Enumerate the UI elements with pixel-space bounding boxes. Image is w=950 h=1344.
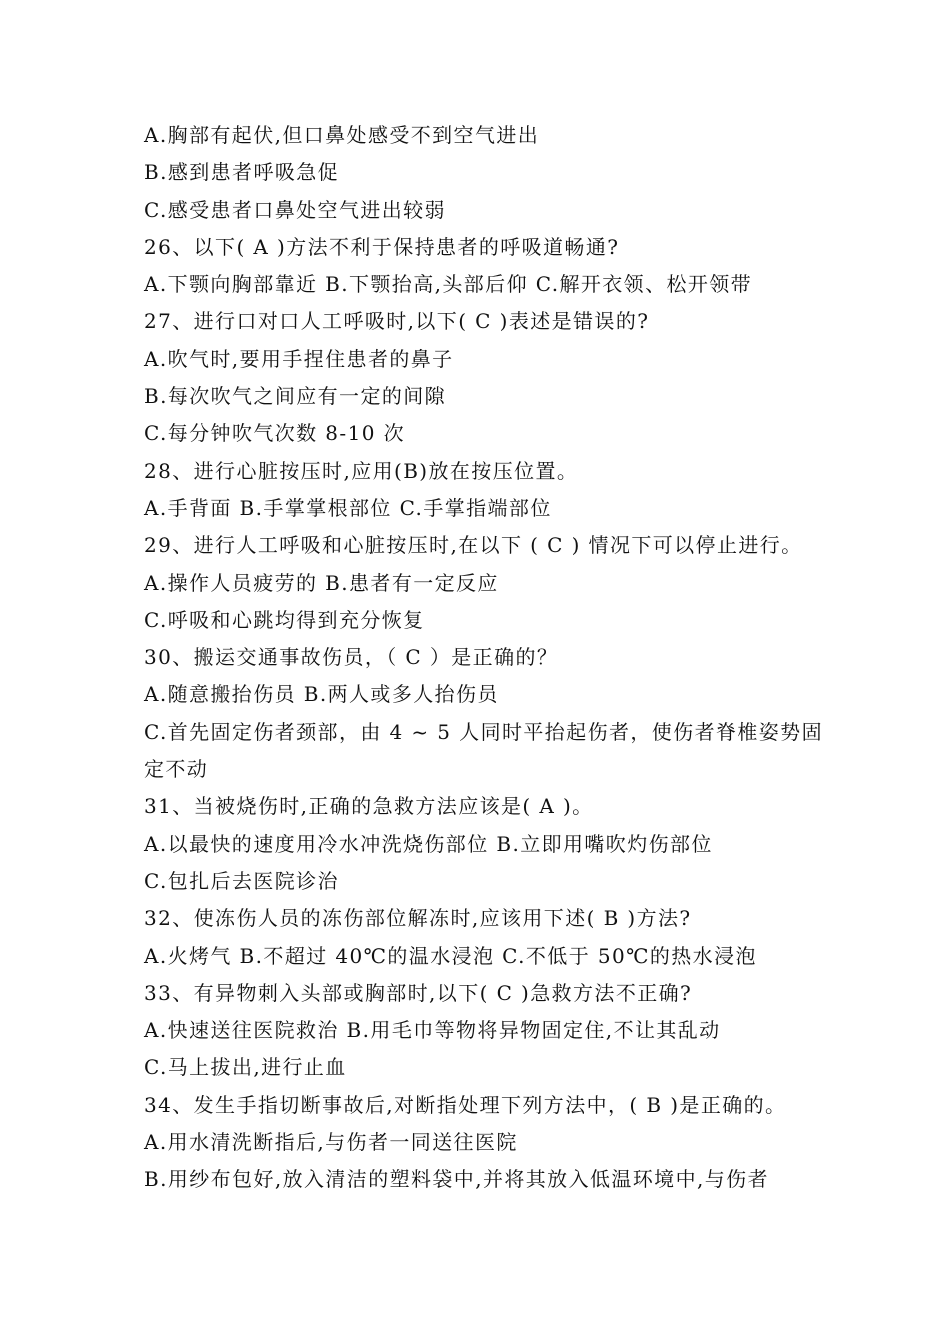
option-line: A.胸部有起伏,但口鼻处感受不到空气进出 <box>144 123 540 147</box>
question-33: 33、有异物刺入头部或胸部时,以下( C )急救方法不正确? <box>144 980 693 1005</box>
option-line: A.用水清洗断指后,与伤者一同送往医院 <box>144 1130 518 1155</box>
option-line: B.用纱布包好,放入清洁的塑料袋中,并将其放入低温环境中,与伤者 <box>144 1167 769 1192</box>
option-line: A.下颚向胸部靠近 B.下颚抬高,头部后仰 C.解开衣领、松开领带 <box>144 272 753 297</box>
question-34: 34、发生手指切断事故后,对断指处理下列方法中，( B )是正确的。 <box>144 1092 787 1117</box>
option-line: B.感到患者呼吸急促 <box>144 160 340 185</box>
option-line: A.快速送往医院救治 B.用毛巾等物将异物固定住,不让其乱动 <box>144 1018 721 1043</box>
option-line: C.马上拔出,进行止血 <box>144 1055 347 1080</box>
question-26: 26、以下( A )方法不利于保持患者的呼吸道畅通? <box>144 234 620 259</box>
question-32: 32、使冻伤人员的冻伤部位解冻时,应该用下述( B )方法? <box>144 906 692 931</box>
question-27: 27、进行口对口人工呼吸时,以下( C )表述是错误的? <box>144 309 650 334</box>
option-line: A.以最快的速度用冷水冲洗烧伤部位 B.立即用嘴吹灼伤部位 <box>144 831 713 856</box>
option-line: C.包扎后去医院诊治 <box>144 868 339 893</box>
option-line: A.火烤气 B.不超过 40℃的温水浸泡 C.不低于 50℃的热水浸泡 <box>144 943 757 968</box>
question-28: 28、进行心脏按压时,应用(B)放在按压位置。 <box>144 458 579 483</box>
option-line: A.随意搬抬伤员 B.两人或多人抬伤员 <box>144 682 499 707</box>
question-30: 30、搬运交通事故伤员，（ C ）是正确的？ <box>144 645 559 670</box>
option-line: C.首先固定伤者颈部，由 4 ~ 5 人同时平抬起伤者，使伤者脊椎姿势固 <box>144 719 823 744</box>
option-line: A.吹气时,要用手捏住患者的鼻子 <box>144 346 454 371</box>
option-line: C.感受患者口鼻处空气进出较弱 <box>144 197 446 222</box>
option-line-continued: 定不动 <box>144 757 209 782</box>
option-line: C.每分钟吹气次数 8-10 次 <box>144 421 405 446</box>
option-line: A.手背面 B.手掌掌根部位 C.手掌指端部位 <box>144 495 552 520</box>
option-line: B.每次吹气之间应有一定的间隙 <box>144 384 447 409</box>
option-line: A.操作人员疲劳的 B.患者有一定反应 <box>144 570 499 595</box>
option-line: C.呼吸和心跳均得到充分恢复 <box>144 607 425 632</box>
question-29: 29、进行人工呼吸和心脏按压时,在以下 ( C ) 情况下可以停止进行。 <box>144 533 803 558</box>
document-body <box>144 117 823 1199</box>
question-31: 31、当被烧伤时,正确的急救方法应该是( A )。 <box>144 794 594 819</box>
